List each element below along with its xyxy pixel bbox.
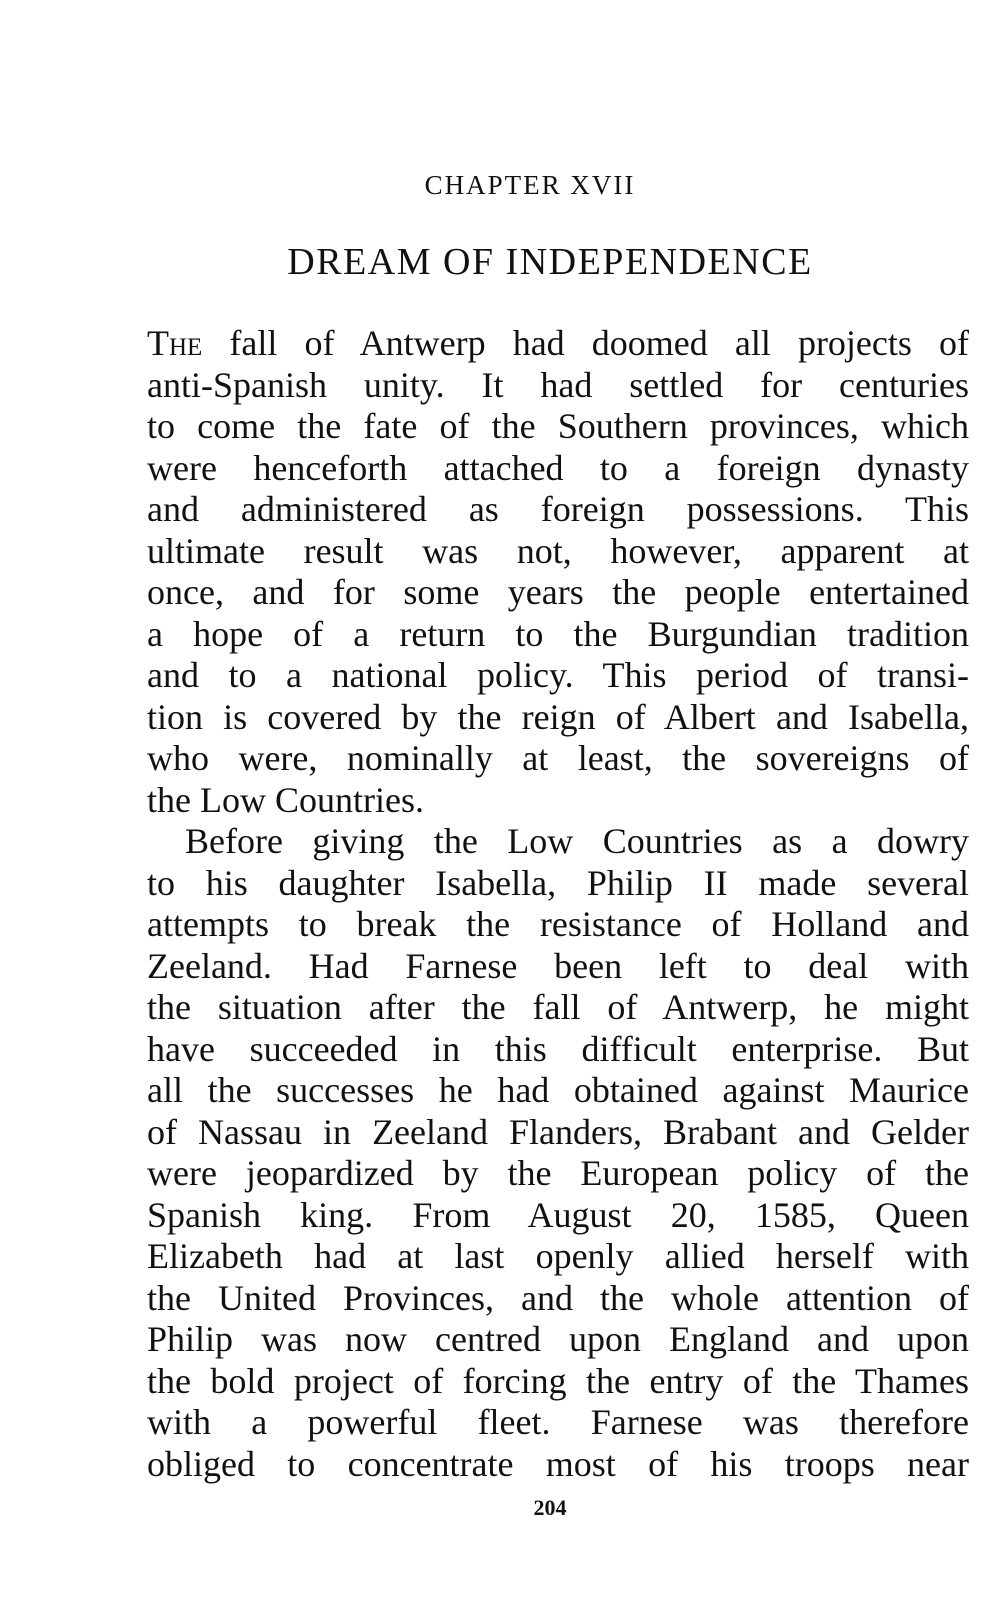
text-line: and to a national policy. This period of transi- xyxy=(147,655,969,695)
text-line xyxy=(147,323,969,365)
text-line: Philip was now centred upon England and upon xyxy=(147,1319,969,1359)
text-line: Before giving the Low Countries as a dowry xyxy=(185,821,969,861)
body-text xyxy=(147,323,969,1485)
text-line: attempts to break the resistance of Holland and xyxy=(147,904,969,944)
text-line: to his daughter Isabella, Philip II made several xyxy=(147,862,969,903)
text-line: the situation after the fall of Antwerp, he might xyxy=(147,987,969,1027)
text-line: tion is covered by the reign of Albert and Isabella, xyxy=(147,696,969,737)
text-line: the Low Countries. xyxy=(147,779,424,820)
text-line: to come the fate of the Southern provinces, which xyxy=(147,406,969,446)
text-line: obliged to concentrate most of his troops near xyxy=(147,1443,969,1484)
chapter-label: CHAPTER XVII xyxy=(424,170,636,200)
paragraph-1 xyxy=(147,323,969,821)
text-line: a hope of a return to the Burgundian tradition xyxy=(147,613,969,654)
text-line: once, and for some years the people entertained xyxy=(147,572,969,612)
text-line: were jeopardized by the European policy of the xyxy=(147,1153,969,1193)
text-line-rest: fall of Antwerp had doomed all projects of xyxy=(202,323,969,363)
text-line: the bold project of forcing the entry of the Thames xyxy=(147,1360,969,1401)
text-line: Spanish king. From August 20, 1585, Queen xyxy=(147,1194,969,1235)
text-line: who were, nominally at least, the sovereigns of xyxy=(147,738,969,778)
text-line: of Nassau in Zeeland Flanders, Brabant and Gelder xyxy=(147,1111,969,1152)
text-line: the United Provinces, and the whole attention of xyxy=(147,1277,969,1318)
paragraph-2 xyxy=(147,821,969,1485)
text-line: and administered as foreign possessions. This xyxy=(147,489,969,529)
text-line: anti-Spanish unity. It had settled for centuries xyxy=(147,364,969,405)
first-word: The xyxy=(147,323,203,363)
page-number: 204 xyxy=(533,1495,567,1520)
text-line: all the successes he had obtained against Maurice xyxy=(147,1070,969,1110)
text-line: with a powerful fleet. Farnese was therefore xyxy=(147,1402,969,1442)
text-line: were henceforth attached to a foreign dynasty xyxy=(147,447,969,488)
text-line: Zeeland. Had Farnese been left to deal with xyxy=(147,945,969,986)
text-line: Elizabeth had at last openly allied herself with xyxy=(147,1236,969,1276)
text-line: have succeeded in this difficult enterprise. But xyxy=(147,1028,969,1069)
chapter-title: DREAM OF INDEPENDENCE xyxy=(287,241,813,283)
text-line: ultimate result was not, however, apparent at xyxy=(147,530,969,571)
